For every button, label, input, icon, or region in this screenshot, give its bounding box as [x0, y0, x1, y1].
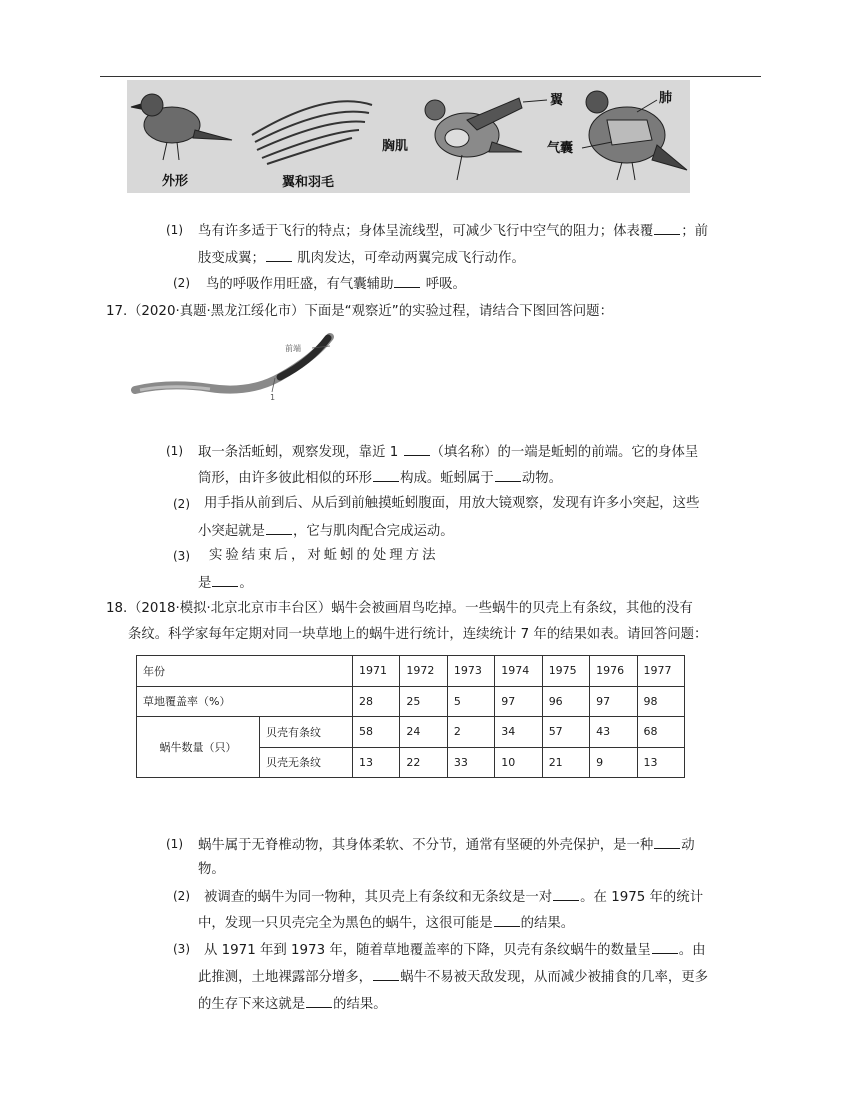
- answer-blank[interactable]: [495, 467, 521, 482]
- table-cell: 13: [353, 747, 400, 778]
- q18-stem-line1: （2018·模拟·北京北京市丰台区）蜗牛会被画眉鸟吃掉。一些蜗牛的贝壳上有条纹，其他的没有: [128, 601, 693, 616]
- table-cell: 28: [353, 686, 400, 717]
- q17-sub3-line1: 实验结束后，对蚯蚓的处理方法: [209, 548, 439, 563]
- q16-sub2-text-a: 鸟的呼吸作用旺盛，有气囊辅助: [206, 277, 394, 292]
- figure-label-lung: 肺: [659, 91, 673, 106]
- table-cell: 1971: [353, 656, 400, 687]
- q16-sub1-text-d: 肌肉发达，可牵动两翼完成飞行动作。: [292, 251, 525, 266]
- header-rule: [100, 76, 761, 77]
- table-cell: 24: [400, 717, 447, 748]
- q16-sub1-text-b: ；前: [681, 224, 709, 239]
- answer-blank[interactable]: [553, 886, 579, 901]
- table-header-cover: 草地覆盖率（%）: [137, 686, 353, 717]
- table-row: [137, 717, 685, 748]
- table-cell: 1976: [590, 656, 637, 687]
- table-cell: 9: [590, 747, 637, 778]
- q16-sub1-text-a: 鸟有许多适于飞行的特点；身体呈流线型，可减少飞行中空气的阻力；体表覆: [198, 224, 654, 239]
- figure-label-appearance: 外形: [162, 174, 189, 189]
- answer-blank[interactable]: [652, 939, 678, 954]
- table-cell: 13: [637, 747, 684, 778]
- table-cell: 34: [495, 717, 542, 748]
- earthworm-figure: [130, 332, 340, 412]
- table-cell: 96: [542, 686, 589, 717]
- figure-label-wing-feathers: 翼和羽毛: [282, 175, 335, 190]
- q18-sub3-text-e: 的生存下来这就是: [198, 997, 306, 1012]
- table-row: [137, 686, 685, 717]
- q16-sub1-number: (1): [166, 223, 183, 237]
- q18-sub2-text-b: 。在 1975 年的统计: [580, 890, 704, 905]
- q17-sub1-line1: [198, 441, 698, 463]
- answer-blank[interactable]: [494, 912, 520, 927]
- answer-blank[interactable]: [266, 520, 292, 535]
- q18-sub3-text-d: 蜗牛不易被天敌发现，从而减少被捕食的几率，更多: [400, 970, 709, 985]
- q16-sub2-text-b: 呼吸。: [421, 277, 466, 292]
- q18-sub1-line1: [198, 834, 695, 856]
- worm-label-1: 1: [270, 393, 276, 402]
- figure-label-air-sac: 气囊: [547, 141, 574, 156]
- table-header-year: 年份: [137, 656, 353, 687]
- q18-sub1-line2: 物。: [198, 862, 225, 877]
- q17-sub2-text-b: 小突起就是: [198, 524, 265, 539]
- table-cell: 1977: [637, 656, 684, 687]
- table-row: [137, 656, 685, 687]
- q18-sub3-number: (3): [173, 942, 190, 956]
- answer-blank[interactable]: [654, 220, 680, 235]
- q17-sub1-text-c: 筒形，由许多彼此相似的环形: [198, 471, 373, 486]
- q18-sub3-text-c: 此推测，土地裸露部分增多，: [198, 970, 373, 985]
- table-cell: 97: [495, 686, 542, 717]
- q18-sub2-number: (2): [173, 889, 190, 903]
- table-cell: 1975: [542, 656, 589, 687]
- q18-stem-line2: 条纹。科学家每年定期对同一块草地上的蜗牛进行统计，连续统计 7 年的结果如表。请回答问题：: [128, 627, 708, 642]
- answer-blank[interactable]: [306, 993, 332, 1008]
- q16-sub1-line1: [198, 220, 708, 242]
- q17-sub1-text-b: （填名称）的一端是蚯蚓的前端。它的身体呈: [430, 445, 699, 460]
- q17-number: 17.: [106, 304, 128, 319]
- table-cell: 98: [637, 686, 684, 717]
- q17-sub3-text-b: 是: [198, 576, 212, 591]
- q17-sub1-text-a: 取一条活蚯蚓，观察发现，靠近 1: [198, 445, 403, 460]
- answer-blank[interactable]: [654, 834, 680, 849]
- q18-sub2-text-a: 被调查的蜗牛为同一物种，其贝壳上有条纹和无条纹是一对: [204, 890, 553, 905]
- q18-sub1-number: (1): [166, 837, 183, 851]
- table-cell: 2: [447, 717, 494, 748]
- q18-sub3-text-a: 从 1971 年到 1973 年，随着草地覆盖率的下降，贝壳有条纹蜗牛的数量呈: [204, 943, 651, 958]
- table-cell: 68: [637, 717, 684, 748]
- answer-blank[interactable]: [404, 441, 430, 456]
- table-cell: 1972: [400, 656, 447, 687]
- q18-number: 18.: [106, 601, 128, 616]
- q17-sub2-text-c: ，它与肌肉配合完成运动。: [292, 524, 454, 539]
- table-cell: 10: [495, 747, 542, 778]
- table-cell: 5: [447, 686, 494, 717]
- table-header-snail-count: 蜗牛数量（只）: [137, 717, 260, 778]
- table-cell: 33: [447, 747, 494, 778]
- q16-sub1-text-c: 肢变成翼；: [198, 251, 265, 266]
- answer-blank[interactable]: [266, 247, 292, 262]
- q17-sub1-number: (1): [166, 444, 183, 458]
- bird-figure: [127, 80, 690, 193]
- figure-label-wing: 翼: [550, 93, 564, 108]
- q17-sub2-line1: 用手指从前到后、从后到前触摸蚯蚓腹面，用放大镜观察，发现有许多小突起，这些: [204, 496, 700, 511]
- table-cell: 43: [590, 717, 637, 748]
- q17-sub1-line2: [198, 467, 562, 489]
- q18-sub3-line2: [198, 966, 708, 988]
- table-cell: 1973: [447, 656, 494, 687]
- q18-sub1-text-a: 蜗牛属于无脊椎动物，其身体柔软、不分节，通常有坚硬的外壳保护，是一种: [198, 838, 654, 853]
- worm-label-front: 前端: [285, 344, 301, 353]
- q18-sub1-text-b: 动: [681, 838, 695, 853]
- q17-sub3-text-c: 。: [239, 576, 253, 591]
- q18-sub2-line1: [204, 886, 703, 908]
- q17-sub1-text-e: 动物。: [521, 471, 562, 486]
- table-cell: 57: [542, 717, 589, 748]
- q18-sub2-text-d: 的结果。: [520, 916, 575, 931]
- q17-sub3-line2: [198, 572, 253, 594]
- answer-blank[interactable]: [373, 966, 399, 981]
- q17-sub3-number: (3): [173, 549, 190, 563]
- table-header-striped: 贝壳有条纹: [260, 717, 353, 748]
- q18-sub2-text-c: 中，发现一只贝壳完全为黑色的蜗牛，这很可能是: [198, 916, 493, 931]
- q18-sub3-line3: [198, 993, 387, 1015]
- table-cell: 58: [353, 717, 400, 748]
- q18-sub2-line2: [198, 912, 574, 934]
- answer-blank[interactable]: [394, 273, 420, 288]
- q18-sub3-line1: [204, 939, 706, 961]
- q18-sub3-text-b: 。由: [678, 943, 706, 958]
- table-cell: 97: [590, 686, 637, 717]
- answer-blank[interactable]: [212, 572, 238, 587]
- q17-sub1-text-d: 构成。蚯蚓属于: [400, 471, 494, 486]
- snail-data-table: [136, 655, 685, 778]
- answer-blank[interactable]: [373, 467, 399, 482]
- q16-sub2-number: (2): [173, 276, 190, 290]
- q17-sub2-number: (2): [173, 497, 190, 511]
- table-cell: 25: [400, 686, 447, 717]
- figure-label-muscle: 胸肌: [382, 139, 409, 154]
- q18-sub3-text-f: 的结果。: [333, 997, 387, 1012]
- table-cell: 21: [542, 747, 589, 778]
- q17-sub2-line2: [198, 520, 454, 542]
- q16-sub2-line: [206, 273, 466, 295]
- table-cell: 1974: [495, 656, 542, 687]
- table-header-plain: 贝壳无条纹: [260, 747, 353, 778]
- q17-stem: （2020·真题·黑龙江绥化市）下面是“观察近”的实验过程，请结合下图回答问题：: [128, 304, 613, 319]
- table-cell: 22: [400, 747, 447, 778]
- q16-sub1-line2: [198, 247, 525, 269]
